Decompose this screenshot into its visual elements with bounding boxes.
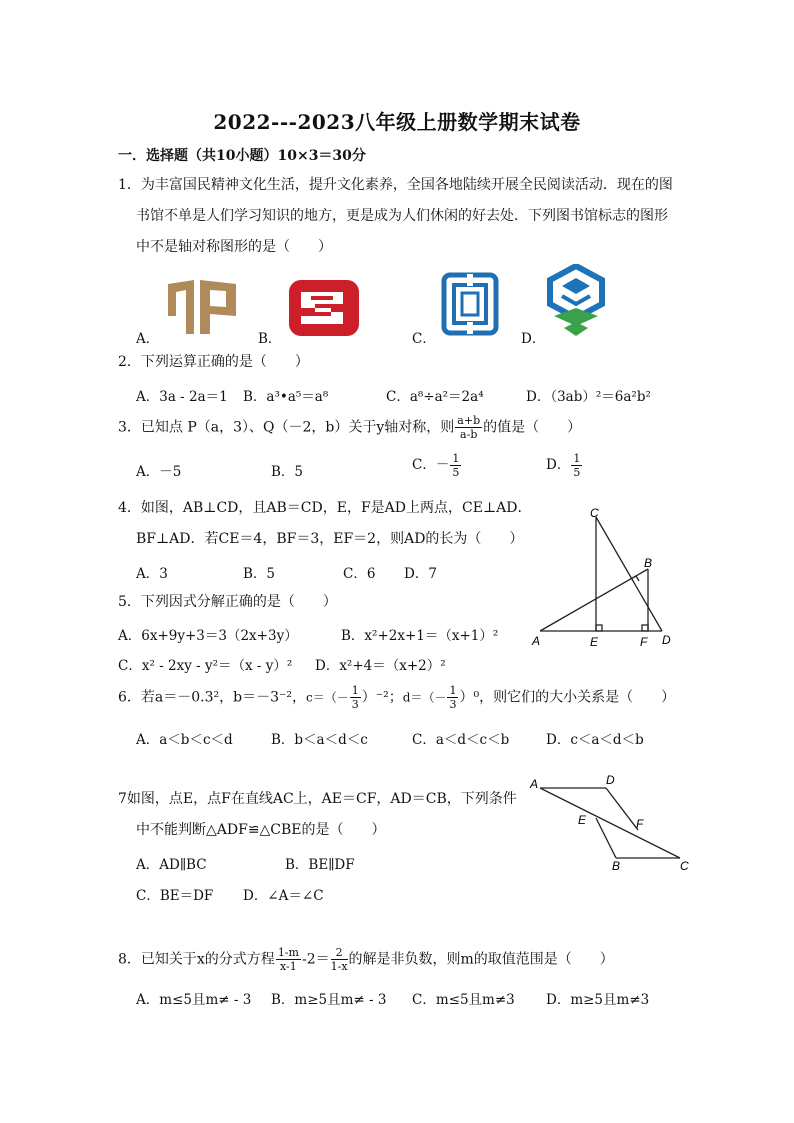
q1-line2: 书馆不单是人们学习知识的地方，更是成为人们休闲的好去处．下列图书馆标志的图形 xyxy=(136,208,668,224)
q7-line1: 7如图，点E，点F在直线AC上，AE＝CF，AD＝CB，下列条件 xyxy=(118,791,517,807)
q8-frac1-den: x-1 xyxy=(280,960,297,973)
q6-c-num: 1 xyxy=(351,684,359,697)
library-logo-b xyxy=(287,278,361,338)
q6-d-num: 1 xyxy=(449,684,457,697)
q1-label-a: A． xyxy=(136,331,160,347)
q3-option-c-pre: C．－ xyxy=(412,457,450,473)
q4-line2: BF⊥AD．若CE＝4，BF＝3，EF＝2，则AD的长为（ ） xyxy=(136,531,524,547)
q5-option-c: C．x² - 2xy - y²＝（x - y）² xyxy=(118,658,293,674)
q8-frac2-num: 2 xyxy=(331,946,348,960)
q7-label-f: F xyxy=(636,817,644,831)
q4-label-f: F xyxy=(640,635,648,649)
q3-frac-num: a+b xyxy=(457,414,481,427)
q5-option-b: B．x²+2x+1＝（x+1）² xyxy=(341,628,499,644)
q8-option-c: C．m≤5且m≠3 xyxy=(412,992,515,1008)
q6-d-den: 3 xyxy=(449,698,457,711)
q6-option-c: C．a＜d＜c＜b xyxy=(412,732,510,748)
q3-frac-den: a-b xyxy=(460,428,478,441)
q8-mid: -2＝ xyxy=(301,951,330,968)
q4-label-a: A xyxy=(532,634,541,648)
q4-option-c: C．6 xyxy=(343,566,376,582)
q2-option-c: C．a⁸÷a²＝2a⁴ xyxy=(386,389,484,405)
q7-geometry-figure xyxy=(528,770,696,872)
q6-c-frac xyxy=(350,684,361,711)
q8-frac1-num: 1-m xyxy=(277,946,299,959)
q3-option-c xyxy=(412,452,462,479)
q4-label-b: B xyxy=(644,556,653,570)
q4-geometry-figure xyxy=(528,505,678,650)
q2-option-b: B．a³•a⁵＝a⁸ xyxy=(243,389,329,405)
q4-option-a: A．3 xyxy=(136,566,168,582)
q8-option-d: D．m≥5且m≠3 xyxy=(546,992,650,1008)
q6-stem xyxy=(118,684,675,711)
q3-stem-post: 的值是（ ） xyxy=(483,419,582,436)
q5-stem: 5．下列因式分解正确的是（ ） xyxy=(118,594,337,610)
q8-frac-2 xyxy=(331,946,348,973)
q7-option-c: C．BE＝DF xyxy=(136,888,214,904)
q8-stem-pre: 8．已知关于x的分式方程 xyxy=(118,951,275,968)
q7-line2: 中不能判断△ADF≌△CBE的是（ ） xyxy=(136,822,386,838)
q7-option-d: D．∠A＝∠C xyxy=(243,888,324,904)
q7-label-d: D xyxy=(606,773,615,787)
q7-option-a: A．AD∥BC xyxy=(136,857,207,873)
q6-d-post: ）⁰，则它们的大小关系是（ ） xyxy=(459,689,676,706)
q2-stem: 2．下列运算正确的是（ ） xyxy=(118,354,309,370)
q3-stem-pre: 3．已知点 P（a，3）、Q（－2，b）关于y轴对称，则 xyxy=(118,419,455,436)
q7-option-b: B．BE∥DF xyxy=(285,857,355,873)
q3-d-den: 5 xyxy=(573,466,581,479)
q8-option-b: B．m≥5且m≠ - 3 xyxy=(271,992,387,1008)
q6-c-post: ）⁻²； xyxy=(361,689,403,706)
q6-c-pre: c＝（－ xyxy=(306,690,349,705)
q3-option-a: A．－5 xyxy=(136,464,182,480)
q1-line3: 中不是轴对称图形的是（ ） xyxy=(136,239,332,255)
q4-label-e: E xyxy=(590,635,599,649)
q7-label-b: B xyxy=(612,859,621,872)
q3-option-d-frac xyxy=(571,452,582,479)
q3-option-d-pre: D． xyxy=(546,457,571,473)
q8-stem xyxy=(118,946,614,973)
q7-label-c: C xyxy=(680,859,689,872)
q3-c-num: 1 xyxy=(452,452,460,465)
q5-option-d: D．x²+4＝（x+2）² xyxy=(315,658,446,674)
q8-stem-post: 的解是非负数，则m的取值范围是（ ） xyxy=(348,951,614,968)
q4-option-b: B．5 xyxy=(243,566,276,582)
q3-option-b: B．5 xyxy=(271,464,304,480)
q4-line1: 4．如图，AB⊥CD，且AB＝CD，E，F是AD上两点，CE⊥AD． xyxy=(118,500,532,516)
q3-stem xyxy=(118,414,581,441)
q6-c-den: 3 xyxy=(351,698,359,711)
q5-option-a: A．6x+9y+3＝3（2x+3y） xyxy=(118,628,298,644)
q8-option-a: A．m≤5且m≠ - 3 xyxy=(136,992,252,1008)
q4-label-c: C xyxy=(590,506,599,520)
section-heading: 一．选择题（共10小题）10×3＝30分 xyxy=(118,148,366,164)
q2-option-a: A．3a - 2a＝1 xyxy=(136,389,228,405)
q1-line1: 1．为丰富国民精神文化生活，提升文化素养，全国各地陆续开展全民阅读活动．现在的图 xyxy=(118,177,673,193)
q8-frac-1 xyxy=(276,946,301,973)
library-logo-a xyxy=(164,276,240,338)
page-title: 2022---2023八年级上册数学期末试卷 xyxy=(213,110,581,134)
q1-label-b: B． xyxy=(258,331,282,347)
library-logo-c xyxy=(441,272,499,336)
q3-d-num: 1 xyxy=(573,452,581,465)
q4-label-d: D xyxy=(662,633,671,647)
q3-fraction xyxy=(455,414,482,441)
q8-frac2-den: 1-x xyxy=(330,960,348,973)
library-logo-d xyxy=(546,264,606,338)
q6-d-frac xyxy=(447,684,458,711)
q1-label-c: C． xyxy=(412,331,436,347)
q6-d-pre: d＝（－ xyxy=(402,690,447,705)
q2-option-d: D．（3ab）²＝6a²b² xyxy=(526,389,651,405)
q6-option-a: A．a＜b＜c＜d xyxy=(136,732,233,748)
q6-option-b: B．b＜a＜d＜c xyxy=(271,732,368,748)
q7-label-e: E xyxy=(578,813,587,827)
q3-c-den: 5 xyxy=(452,466,460,479)
q3-option-d xyxy=(546,452,583,479)
q6-stem-pre: 6．若a＝－0.3²，b＝－3⁻²， xyxy=(118,689,307,706)
q6-option-d: D．c＜a＜d＜b xyxy=(546,732,644,748)
q1-label-d: D． xyxy=(521,331,546,347)
q3-option-c-frac xyxy=(450,452,461,479)
q7-label-a: A xyxy=(530,777,539,791)
q4-option-d: D．7 xyxy=(404,566,437,582)
